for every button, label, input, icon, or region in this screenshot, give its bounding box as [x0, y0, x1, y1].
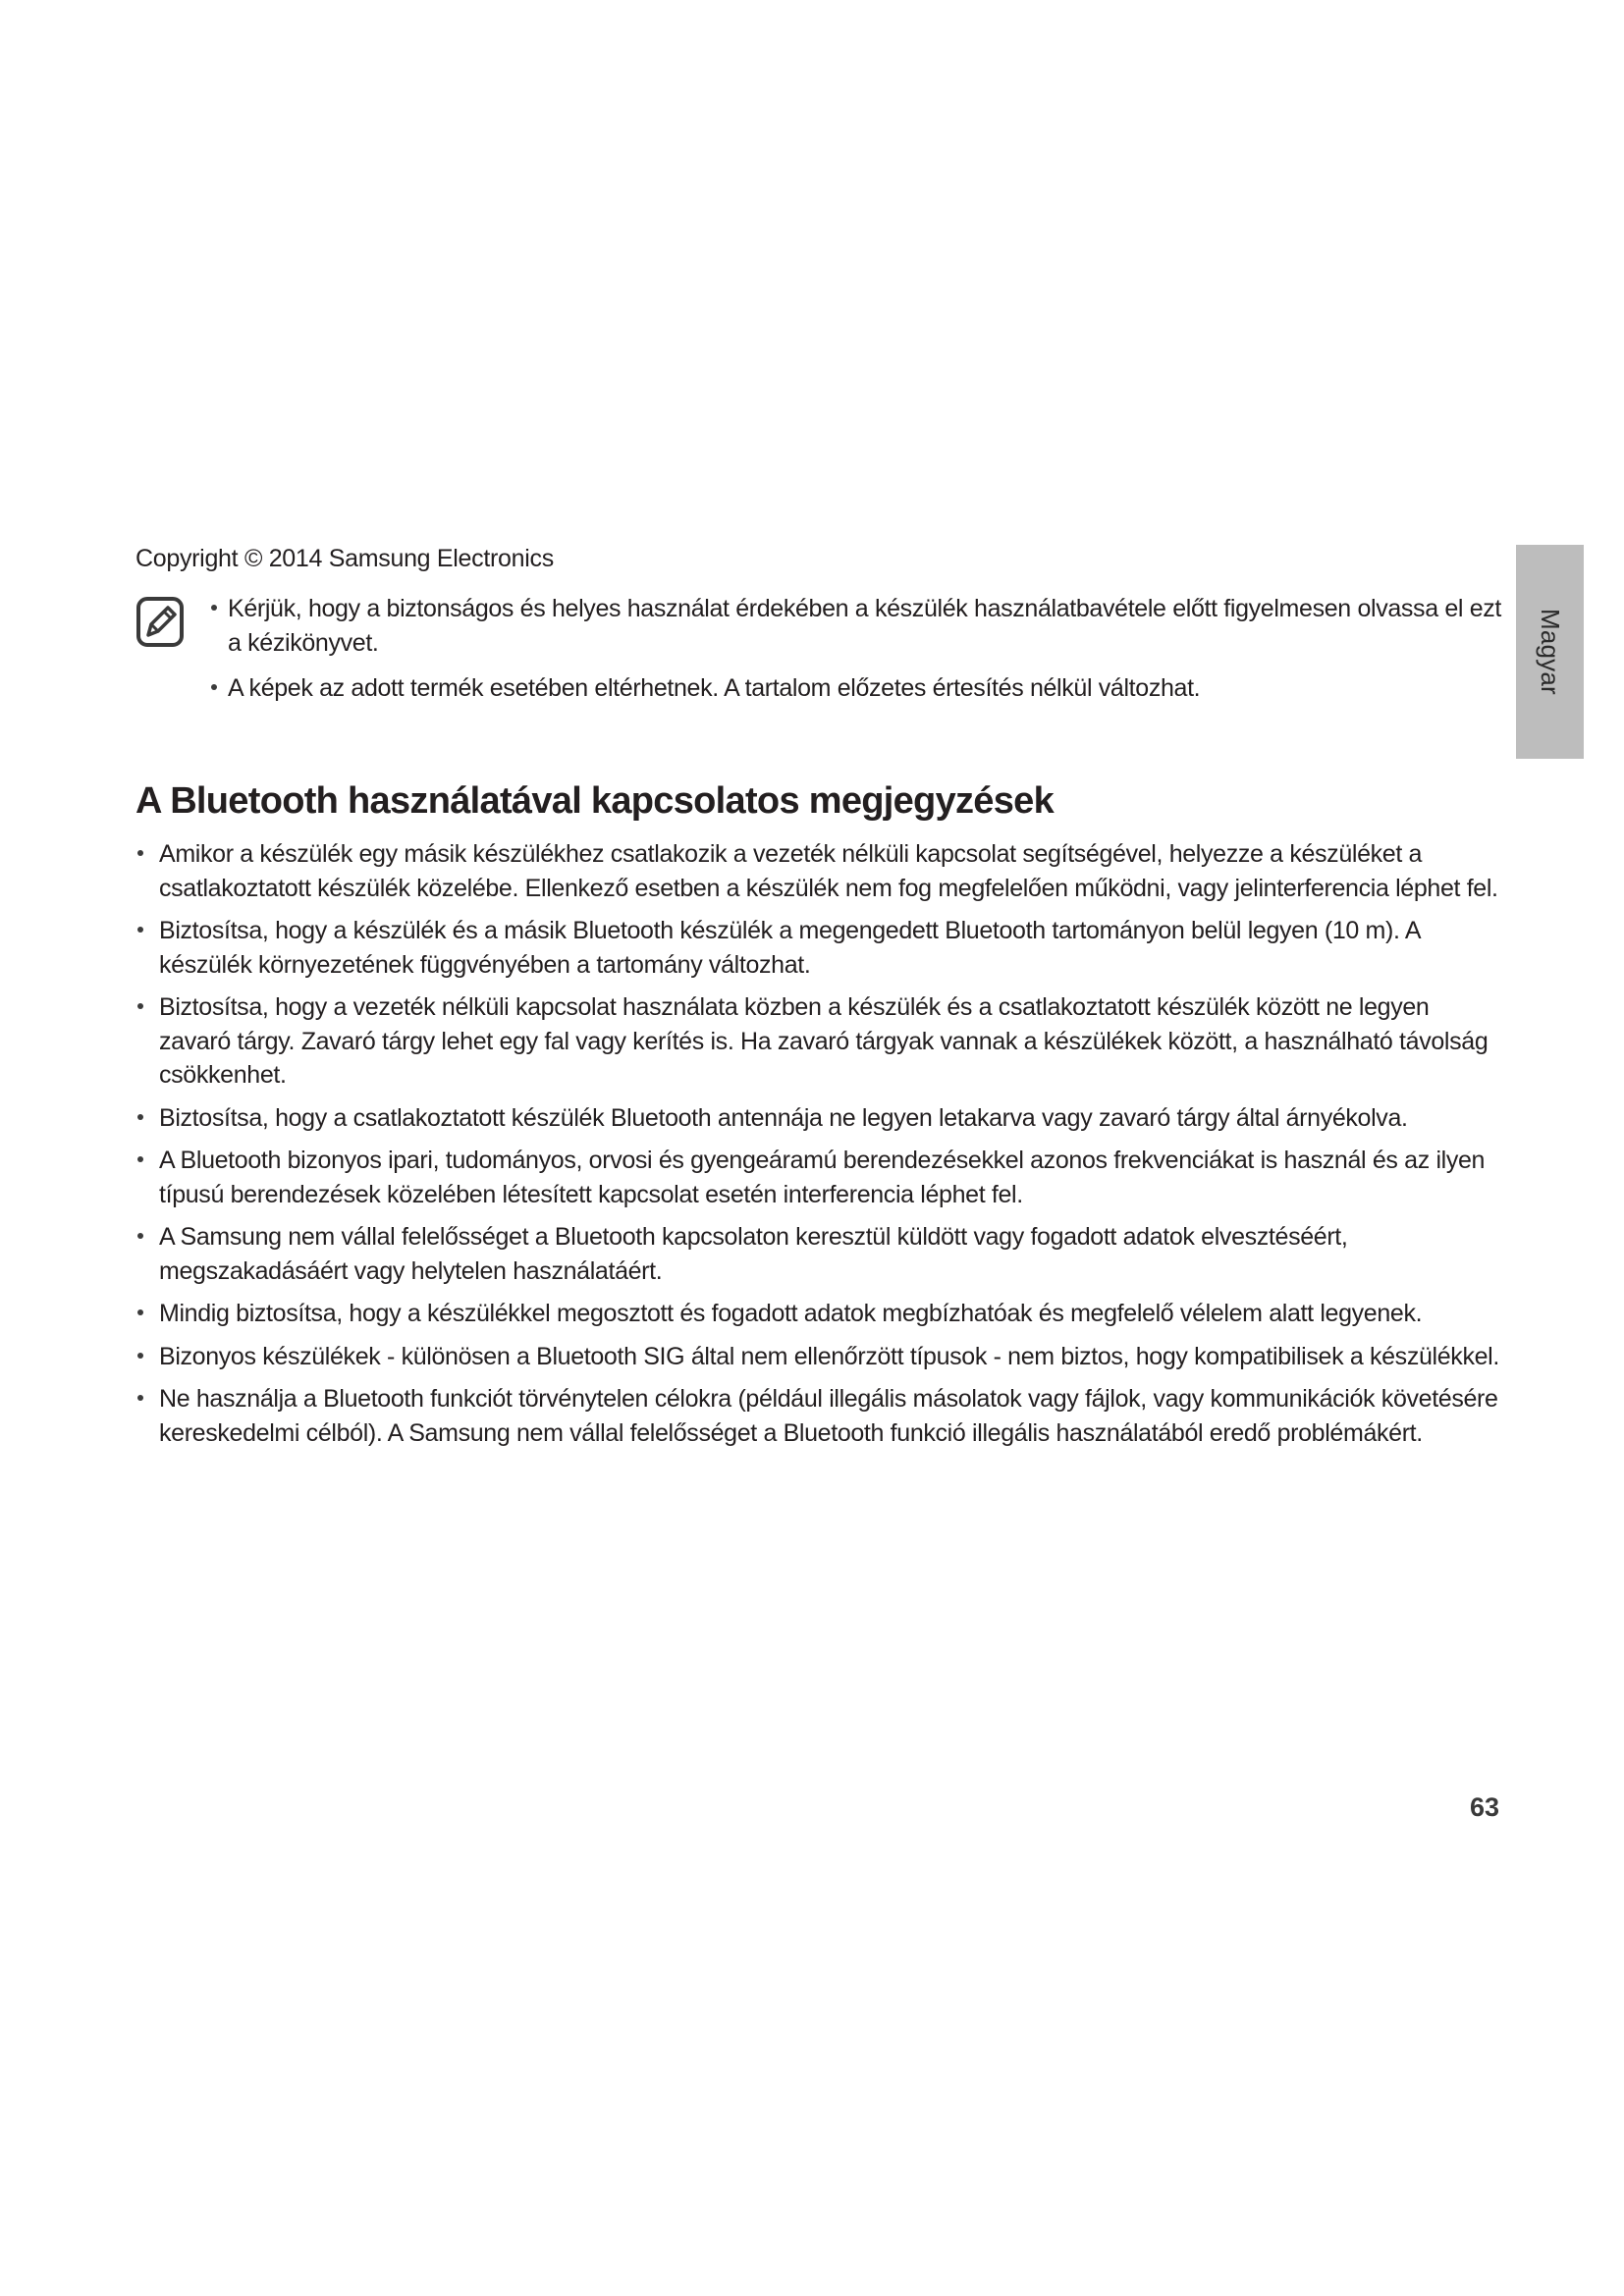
list-item: Ne használja a Bluetooth funkciót törvénytelen célokra (például illegális másolatok vagy fájlok, vagy kommunikációk követésére kereskedelmi célból). A Samsung nem vállal felelősséget a Bluetooth funkció illegális használatából eredő problémákért.	[159, 1382, 1502, 1450]
note-item: A képek az adott termék esetében eltérhetnek. A tartalom előzetes értesítés nélkül változhat.	[228, 671, 1502, 706]
list-item: Biztosítsa, hogy a csatlakoztatott készülék Bluetooth antennája ne legyen letakarva vagy zavaró tárgy által árnyékolva.	[159, 1101, 1502, 1136]
section-title: A Bluetooth használatával kapcsolatos megjegyzések	[135, 780, 1055, 822]
list-item: A Samsung nem vállal felelősséget a Bluetooth kapcsolaton keresztül küldött vagy fogadott adatok elvesztéséért, megszakadásáért vagy helytelen használatáért.	[159, 1220, 1502, 1288]
note-icon	[135, 596, 187, 649]
list-item: Bizonyos készülékek - különösen a Bluetooth SIG által nem ellenőrzött típusok - nem biztos, hogy kompatibilisek a készülékkel.	[159, 1340, 1502, 1374]
list-item: Biztosítsa, hogy a vezeték nélküli kapcsolat használata közben a készülék és a csatlakoztatott készülék között ne legyen zavaró tárgy. Zavaró tárgy lehet egy fal vagy kerítés is. Ha zavaró tárgyak vannak a készülékek között, a használható távolság csökkenhet.	[159, 990, 1502, 1093]
note-block	[135, 592, 1502, 718]
bluetooth-notes-list	[135, 837, 1502, 1459]
page-number: 63	[1469, 1792, 1499, 1822]
list-item: A Bluetooth bizonyos ipari, tudományos, orvosi és gyengeáramú berendezésekkel azonos frekvenciákat is használ és az ilyen típusú berendezések közelében létesített kapcsolat esetén interferencia léphet fel.	[159, 1144, 1502, 1211]
note-list	[135, 592, 1502, 706]
copyright-text: Copyright © 2014 Samsung Electronics	[135, 545, 554, 572]
note-item: Kérjük, hogy a biztonságos és helyes használat érdekében a készülék használatbavétele előtt figyelmesen olvassa el ezt a kézikönyvet.	[228, 592, 1502, 660]
list-item: Biztosítsa, hogy a készülék és a másik Bluetooth készülék a megengedett Bluetooth tartományon belül legyen (10 m). A készülék környezetének függvényében a tartomány változhat.	[159, 914, 1502, 982]
language-tab	[1516, 545, 1584, 759]
language-tab-label: Magyar	[1536, 609, 1565, 695]
list-item: Amikor a készülék egy másik készülékhez csatlakozik a vezeték nélküli kapcsolat segítségével, helyezze a készüléket a csatlakoztatott készülék közelébe. Ellenkező esetben a készülék nem fog megfelelően működni, vagy jelinterferencia léphet fel.	[159, 837, 1502, 905]
list-item: Mindig biztosítsa, hogy a készülékkel megosztott és fogadott adatok megbízhatóak és megfelelő vélelem alatt legyenek.	[159, 1297, 1502, 1331]
